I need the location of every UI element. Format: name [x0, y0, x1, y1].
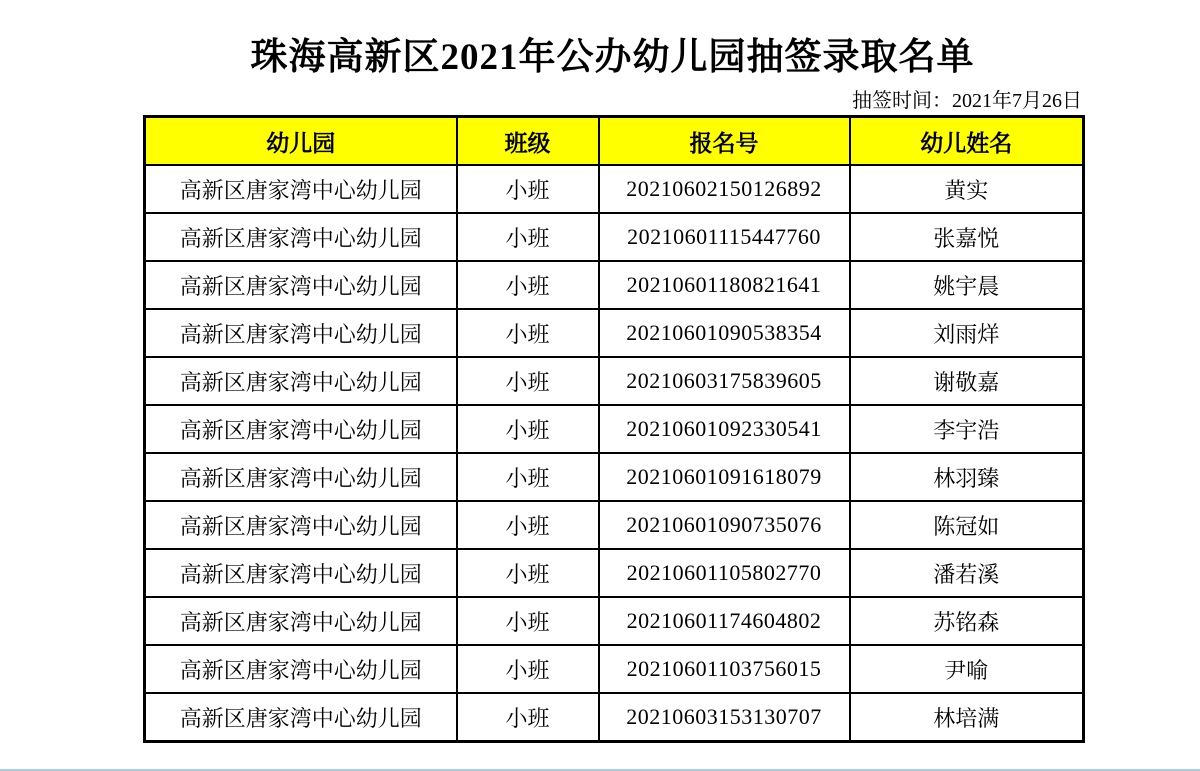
cell-child-name: 苏铭森	[850, 597, 1084, 645]
cell-class: 小班	[457, 165, 599, 213]
cell-kindergarten: 高新区唐家湾中心幼儿园	[145, 357, 457, 405]
table-row	[145, 405, 1084, 453]
cell-registration-number: 20210601103756015	[599, 645, 850, 693]
column-header-registration-number: 报名号	[599, 117, 850, 166]
cell-kindergarten: 高新区唐家湾中心幼儿园	[145, 693, 457, 742]
cell-kindergarten: 高新区唐家湾中心幼儿园	[145, 549, 457, 597]
cell-class: 小班	[457, 357, 599, 405]
table-row	[145, 213, 1084, 261]
cell-child-name: 林羽臻	[850, 453, 1084, 501]
column-header-child-name: 幼儿姓名	[850, 117, 1084, 166]
column-header-class: 班级	[457, 117, 599, 166]
cell-class: 小班	[457, 549, 599, 597]
cell-class: 小班	[457, 597, 599, 645]
page-title: 珠海高新区2021年公办幼儿园抽签录取名单	[250, 37, 975, 78]
cell-kindergarten: 高新区唐家湾中心幼儿园	[145, 453, 457, 501]
cell-child-name: 张嘉悦	[850, 213, 1084, 261]
cell-kindergarten: 高新区唐家湾中心幼儿园	[145, 645, 457, 693]
cell-registration-number: 20210601105802770	[599, 549, 850, 597]
cell-class: 小班	[457, 453, 599, 501]
cell-registration-number: 20210601092330541	[599, 405, 850, 453]
cell-registration-number: 20210601090735076	[599, 501, 850, 549]
cell-class: 小班	[457, 309, 599, 357]
cell-child-name: 姚宇晨	[850, 261, 1084, 309]
cell-child-name: 黄实	[850, 165, 1084, 213]
cell-registration-number: 20210601090538354	[599, 309, 850, 357]
cell-class: 小班	[457, 213, 599, 261]
cell-kindergarten: 高新区唐家湾中心幼儿园	[145, 405, 457, 453]
cell-kindergarten: 高新区唐家湾中心幼儿园	[145, 501, 457, 549]
cell-child-name: 陈冠如	[850, 501, 1084, 549]
cell-kindergarten: 高新区唐家湾中心幼儿园	[145, 597, 457, 645]
cell-registration-number: 20210601091618079	[599, 453, 850, 501]
table-row	[145, 501, 1084, 549]
cell-child-name: 潘若溪	[850, 549, 1084, 597]
cell-kindergarten: 高新区唐家湾中心幼儿园	[145, 165, 457, 213]
cell-class: 小班	[457, 405, 599, 453]
cell-kindergarten: 高新区唐家湾中心幼儿园	[145, 213, 457, 261]
table-row	[145, 165, 1084, 213]
cell-child-name: 刘雨烊	[850, 309, 1084, 357]
admission-roster-table	[143, 115, 1085, 743]
table-row	[145, 549, 1084, 597]
table-row	[145, 453, 1084, 501]
cell-child-name: 李宇浩	[850, 405, 1084, 453]
cell-class: 小班	[457, 693, 599, 742]
table-row	[145, 357, 1084, 405]
cell-child-name: 尹喻	[850, 645, 1084, 693]
table-row	[145, 645, 1084, 693]
table-row	[145, 693, 1084, 742]
cell-child-name: 林培满	[850, 693, 1084, 742]
cell-class: 小班	[457, 261, 599, 309]
cell-registration-number: 20210603175839605	[599, 357, 850, 405]
table-row	[145, 309, 1084, 357]
cell-class: 小班	[457, 501, 599, 549]
cell-class: 小班	[457, 645, 599, 693]
table-row	[145, 261, 1084, 309]
cell-kindergarten: 高新区唐家湾中心幼儿园	[145, 261, 457, 309]
cell-registration-number: 20210602150126892	[599, 165, 850, 213]
cell-registration-number: 20210601180821641	[599, 261, 850, 309]
cell-kindergarten: 高新区唐家湾中心幼儿园	[145, 309, 457, 357]
cell-registration-number: 20210601174604802	[599, 597, 850, 645]
column-header-kindergarten: 幼儿园	[145, 117, 457, 166]
cell-child-name: 谢敬嘉	[850, 357, 1084, 405]
cell-registration-number: 20210603153130707	[599, 693, 850, 742]
draw-time-label: 抽签时间：2021年7月26日	[852, 90, 1082, 112]
table-header-row	[145, 117, 1084, 166]
table-body	[145, 165, 1084, 742]
table-row	[145, 597, 1084, 645]
cell-registration-number: 20210601115447760	[599, 213, 850, 261]
